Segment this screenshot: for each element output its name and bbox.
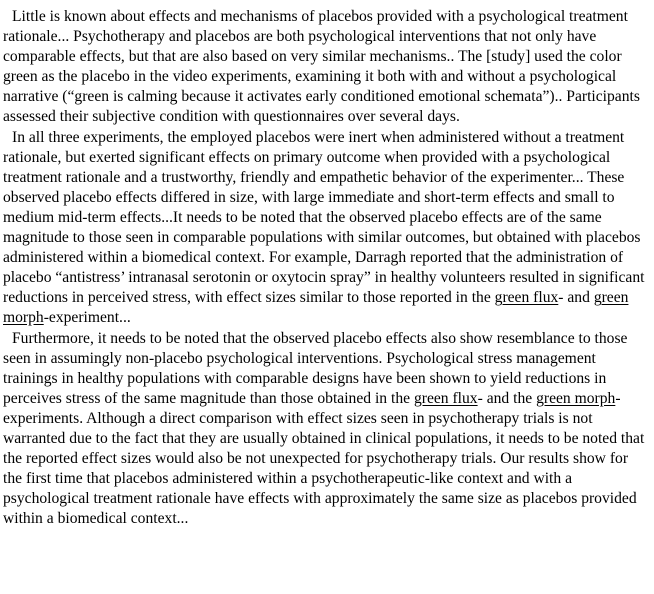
green-flux-link[interactable]: green flux xyxy=(494,289,559,307)
text-segment: Little is known about effects and mechanisms of placebos provided with a psychological treatment rationale... Psychotherapy and placebos are both psychological interventions that not only have comparable effects, but that are also based on very similar mechanisms.. The [study] used the color green as the placebo in the video experiments, examining it both with and without a psychological narrative (“green is calming because it activates early conditioned emotional schemata”).. Participants assessed their subjective condition with questionnaires over several days. xyxy=(3,8,640,126)
paragraph-1 xyxy=(3,7,650,128)
text-segment: In all three experiments, the employed placebos were inert when administered without a treatment rationale, but exerted significant effects on primary outcome when provided with a psychological treatment rationale and a trustworthy, friendly and empathetic behavior of the experimenter... These observed placebo effects differed in size, with large immediate and short-term effects and small to medium mid-term effects...It needs to be noted that the observed placebo effects are of the same magnitude to those seen in comparable populations with similar outcomes, but obtained with placebos administered within a biomedical context. For example, Darragh reported that the administration of placebo “antistress’ intranasal serotonin or oxytocin spray” in healthy volunteers resulted in significant reductions in perceived stress, with effect sizes similar to those reported in the xyxy=(3,128,645,307)
document-body xyxy=(3,7,650,529)
text-segment: - and the xyxy=(477,389,537,407)
paragraph-3 xyxy=(3,329,650,530)
paragraph-2 xyxy=(3,128,650,329)
text-segment: -experiment... xyxy=(43,309,131,327)
text-segment: - and xyxy=(558,289,594,307)
text-segment: Furthermore, it needs to be noted that the observed placebo effects also show resemblance to those seen in assumingly non-placebo psychological interventions. Psychological stress management trainings in healthy populations with comparable designs have been shown to yield reductions in perceives stress of the same magnitude than those obtained in the xyxy=(3,329,628,407)
green-flux-link[interactable]: green flux xyxy=(413,389,478,407)
green-morph-link[interactable]: green morph xyxy=(536,389,616,407)
text-segment: -experiments. Although a direct comparison with effect sizes seen in psychotherapy trials is not warranted due to the fact that they are usually obtained in clinical populations, it needs to be noted that the reported effect sizes would also be not unexpected for psychotherapy trials. Our results show for the first time that placebos administered within a psychotherapeutic-like context and with a psychological treatment rationale have effects with approximately the same size as placebos provided within a biomedical context... xyxy=(3,389,645,528)
green-morph-link[interactable]: green morph xyxy=(3,289,629,327)
